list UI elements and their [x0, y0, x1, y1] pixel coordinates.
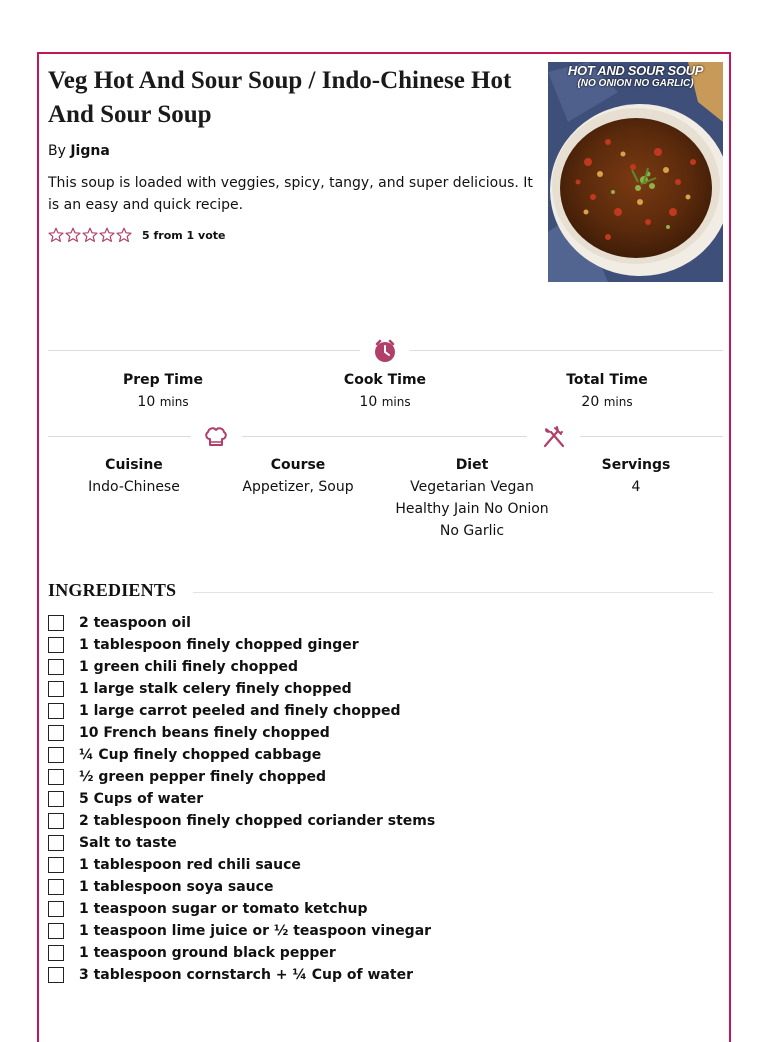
ingredient-text: 3 tablespoon cornstarch + ¼ Cup of water — [79, 967, 413, 983]
ingredient-item — [48, 920, 435, 942]
total-time-unit: mins — [603, 395, 633, 409]
ingredient-item — [48, 964, 435, 986]
author-name[interactable]: Jigna — [70, 143, 110, 159]
ingredient-text: 1 teaspoon sugar or tomato ketchup — [79, 901, 368, 917]
total-time-label: Total Time — [566, 372, 648, 388]
servings-value[interactable]: 4 — [631, 479, 641, 495]
ingredient-item — [48, 854, 435, 876]
recipe-title: Veg Hot And Sour Soup / Indo-Chinese Hot And Sour Soup — [48, 67, 512, 128]
ingredient-text: 1 green chili finely chopped — [79, 659, 298, 675]
recipe-photo — [548, 62, 723, 282]
ingredient-checkbox[interactable] — [48, 615, 64, 631]
ingredient-checkbox[interactable] — [48, 945, 64, 961]
ingredient-checkbox[interactable] — [48, 659, 64, 675]
ingredients-heading: INGREDIENTS — [48, 580, 177, 600]
divider — [580, 436, 723, 437]
servings-label: Servings — [601, 457, 671, 473]
divider — [48, 350, 360, 351]
cook-time-label: Cook Time — [343, 372, 427, 388]
ingredient-checkbox[interactable] — [48, 835, 64, 851]
author-prefix: By — [48, 143, 71, 159]
ingredient-text: ½ green pepper finely chopped — [79, 769, 327, 785]
ingredient-text: ¼ Cup finely chopped cabbage — [79, 747, 322, 763]
ingredient-text: 10 French beans finely chopped — [79, 725, 330, 741]
course-label: Course — [270, 457, 326, 473]
recipe-rating[interactable] — [48, 227, 225, 243]
recipe-author — [48, 143, 110, 159]
ingredient-checkbox[interactable] — [48, 725, 64, 741]
divider — [48, 436, 191, 437]
ingredient-text: 1 large carrot peeled and finely chopped — [79, 703, 401, 719]
total-time — [537, 369, 677, 413]
servings — [576, 454, 696, 498]
diet — [387, 454, 557, 542]
ingredient-item — [48, 700, 435, 722]
star-outline-icon[interactable] — [48, 227, 64, 243]
cuisine-label: Cuisine — [105, 457, 163, 473]
ingredient-item — [48, 656, 435, 678]
ingredient-item — [48, 766, 435, 788]
ingredients-list — [48, 612, 435, 986]
ingredient-checkbox[interactable] — [48, 901, 64, 917]
cook-time — [315, 369, 455, 413]
course — [228, 454, 368, 498]
cuisine-value[interactable]: Indo-Chinese — [88, 479, 180, 495]
ingredient-text: 1 teaspoon ground black pepper — [79, 945, 336, 961]
course-value[interactable]: Appetizer, Soup — [242, 479, 354, 495]
ingredient-checkbox[interactable] — [48, 791, 64, 807]
ingredient-checkbox[interactable] — [48, 747, 64, 763]
ingredient-checkbox[interactable] — [48, 703, 64, 719]
total-time-value: 20 — [581, 394, 600, 410]
prep-time-unit: mins — [159, 395, 189, 409]
divider — [410, 350, 723, 351]
ingredient-text: 2 teaspoon oil — [79, 615, 191, 631]
star-outline-icon[interactable] — [82, 227, 98, 243]
star-outline-icon[interactable] — [116, 227, 132, 243]
ingredient-checkbox[interactable] — [48, 681, 64, 697]
ingredient-text: 1 teaspoon lime juice or ½ teaspoon vinegar — [79, 923, 432, 939]
ingredient-text: 2 tablespoon finely chopped coriander stems — [79, 813, 436, 829]
ingredient-text: 5 Cups of water — [79, 791, 204, 807]
diet-value-line3: No Garlic — [439, 523, 505, 539]
ingredient-checkbox[interactable] — [48, 879, 64, 895]
diet-value-line2: Healthy Jain No Onion — [395, 501, 549, 517]
soup-bowl-image — [548, 62, 723, 282]
prep-time-value: 10 — [137, 394, 156, 410]
ingredient-checkbox[interactable] — [48, 637, 64, 653]
ingredient-checkbox[interactable] — [48, 769, 64, 785]
ingredient-item — [48, 898, 435, 920]
recipe-summary: This soup is loaded with veggies, spicy, tangy, and super delicious. It is an easy and quick recipe. — [48, 175, 533, 213]
photo-title: HOT AND SOUR SOUP — [567, 63, 704, 78]
photo-subtitle: (NO ONION NO GARLIC) — [577, 78, 694, 89]
ingredient-item — [48, 810, 435, 832]
ingredient-item — [48, 832, 435, 854]
ingredient-text: Salt to taste — [79, 835, 177, 851]
ingredient-text: 1 tablespoon soya sauce — [79, 879, 274, 895]
ingredient-item — [48, 722, 435, 744]
ingredients-divider — [193, 592, 713, 593]
ingredient-item — [48, 788, 435, 810]
diet-value-line1: Vegetarian Vegan — [410, 479, 534, 495]
ingredient-text: 1 large stalk celery finely chopped — [79, 681, 352, 697]
ingredient-checkbox[interactable] — [48, 967, 64, 983]
ingredient-item — [48, 612, 435, 634]
ingredient-checkbox[interactable] — [48, 857, 64, 873]
prep-time — [93, 369, 233, 413]
diet-label: Diet — [455, 457, 489, 473]
ingredient-checkbox[interactable] — [48, 813, 64, 829]
star-outline-icon[interactable] — [65, 227, 81, 243]
star-outline-icon[interactable] — [99, 227, 115, 243]
divider — [242, 436, 527, 437]
ingredient-item — [48, 876, 435, 898]
prep-time-label: Prep Time — [123, 372, 203, 388]
ingredient-item — [48, 678, 435, 700]
cuisine — [64, 454, 204, 498]
ingredient-text: 1 tablespoon red chili sauce — [79, 857, 301, 873]
ingredient-item — [48, 634, 435, 656]
rating-text: 5 from 1 vote — [142, 228, 226, 242]
rating-stars[interactable] — [48, 227, 132, 243]
ingredient-text: 1 tablespoon finely chopped ginger — [79, 637, 359, 653]
chef-hat-icon — [203, 424, 229, 450]
fork-knife-icon — [541, 424, 567, 450]
cook-time-value: 10 — [359, 394, 378, 410]
clock-icon — [372, 338, 398, 364]
ingredient-checkbox[interactable] — [48, 923, 64, 939]
ingredient-item — [48, 744, 435, 766]
ingredient-item — [48, 942, 435, 964]
cook-time-unit: mins — [381, 395, 411, 409]
